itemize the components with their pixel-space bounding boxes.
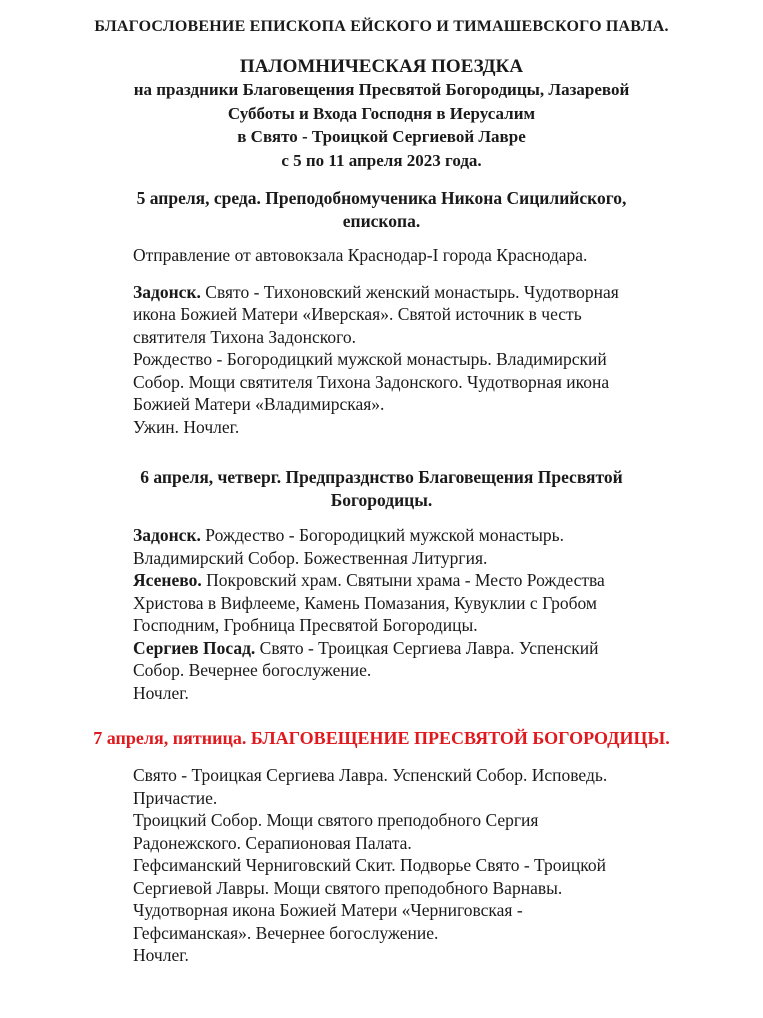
day2-line: Ясенево. Покровский храм. Святыни храма - Место Рождества xyxy=(133,570,605,590)
subtitle-line: с 5 по 11 апреля 2023 года. xyxy=(281,150,482,170)
place-zadonsk: Задонск. xyxy=(133,281,201,302)
day2-line: Сергиев Посад. Свято - Троицкая Сергиева Лавра. Успенский xyxy=(133,637,599,658)
day1-zadonsk-line: Задонск. Свято - Тихоновский женский монастырь. Чудотворная xyxy=(133,281,619,302)
day1-line: святителя Тихона Задонского. xyxy=(133,326,356,347)
day3-line: Ночлег. xyxy=(133,945,189,965)
day1-line: Собор. Мощи святителя Тихона Задонского. Чудотворная икона xyxy=(133,371,610,392)
day3-line: Сергиевой Лавры. Мощи святого преподобного Варнавы. xyxy=(133,877,563,898)
day1-heading-line: 5 апреля, среда. Преподобномученика Никона Сицилийского, xyxy=(136,188,627,208)
day2-heading-line: Богородицы. xyxy=(330,490,433,510)
day1-heading xyxy=(0,187,763,233)
day1-line: икона Божией Матери «Иверская». Святой источник в честь xyxy=(133,304,582,324)
day1-departure: Отправление от автовокзала Краснодар-I города Краснодара. xyxy=(133,245,588,265)
day2-line: Христова в Вифлееме, Камень Помазания, Кувуклии с Гробом xyxy=(133,592,597,613)
day2-line: Владимирский Собор. Божественная Литургия. xyxy=(133,547,488,568)
subtitle-line: на праздники Благовещения Пресвятой Богородицы, Лазаревой xyxy=(133,80,630,99)
day1-line: Ужин. Ночлег. xyxy=(133,416,240,437)
day2-line: Задонск. Рождество - Богородицкий мужской монастырь. xyxy=(133,525,564,545)
day1-line: Рождество - Богородицкий мужской монастырь. Владимирский xyxy=(133,349,607,369)
day3-line: Свято - Троицкая Сергиева Лавра. Успенский Собор. Исповедь. xyxy=(133,765,608,785)
day1-body xyxy=(133,244,743,438)
day3-line: Причастие. xyxy=(133,787,218,808)
subtitle-line: Субботы и Входа Господня в Иерусалим xyxy=(227,103,536,123)
place-zadonsk: Задонск. xyxy=(133,525,201,545)
subtitle-line: в Свято - Троицкой Сергиевой Лавре xyxy=(237,127,526,146)
place-yasenevo: Ясенево. xyxy=(133,570,202,590)
blessing-line: БЛАГОСЛОВЕНИЕ ЕПИСКОПА ЕЙСКОГО И ТИМАШЕВСКОГО ПАВЛА. xyxy=(94,18,669,35)
day3-line: Гефсиманский Черниговский Скит. Подворье Свято - Троицкой xyxy=(133,855,607,875)
day2-heading-line: 6 апреля, четверг. Предпразднство Благовещения Пресвятой xyxy=(140,467,623,487)
day2-line: Собор. Вечернее богослужение. xyxy=(133,660,372,680)
day2-line: Ночлег. xyxy=(133,682,189,703)
day2-body xyxy=(133,524,743,704)
day3-heading: 7 апреля, пятница. БЛАГОВЕЩЕНИЕ ПРЕСВЯТОЙ БОГОРОДИЦЫ. xyxy=(93,728,670,748)
day3-line: Радонежского. Серапионовая Палата. xyxy=(133,832,412,853)
day3-line: Троицкий Собор. Мощи святого преподобного Сергия xyxy=(133,810,539,830)
day3-line: Гефсиманская». Вечернее богослужение. xyxy=(133,922,439,943)
day1-line: Божией Матери «Владимирская». xyxy=(133,394,385,414)
day2-line: Господним, Гробница Пресвятой Богородицы. xyxy=(133,615,478,635)
trip-subtitle xyxy=(0,78,763,172)
page-title: ПАЛОМНИЧЕСКАЯ ПОЕЗДКА xyxy=(239,56,524,77)
day2-heading xyxy=(0,466,763,512)
day3-body xyxy=(133,764,743,967)
day3-line: Чудотворная икона Божией Матери «Черниговская - xyxy=(133,900,523,920)
day1-heading-line: епископа. xyxy=(342,211,421,231)
place-sergiev-posad: Сергиев Посад. xyxy=(133,637,256,658)
